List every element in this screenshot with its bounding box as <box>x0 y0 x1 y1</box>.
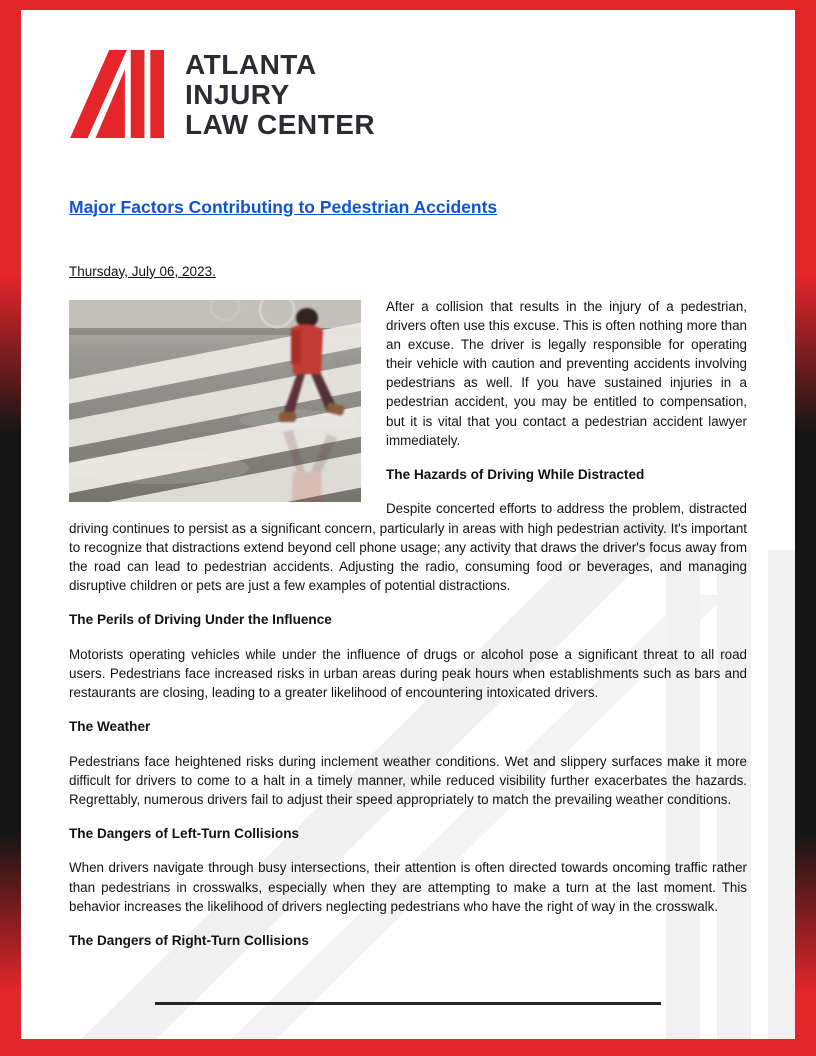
section-heading-left-turn: The Dangers of Left-Turn Collisions <box>69 825 300 841</box>
document-page <box>21 10 795 1039</box>
section-heading-distracted: The Hazards of Driving While Distracted <box>386 466 645 482</box>
section-paragraph-distracted: Despite concerted efforts to address the problem, distracted driving continues to persist as a significant concern, particularly in areas with high pedestrian activity. It's important to recognize that distractions extend beyond cell phone usage; any activity that draws the driver's focus away from the road can lead to pedestrian accidents. Adjusting the radio, consuming food or beverages, and managing disruptive children or pets are just a few examples of potential distractions. <box>69 501 747 594</box>
page-content <box>21 10 795 950</box>
logo-word-atlanta: ATLANTA <box>185 49 317 80</box>
section-heading-influence: The Perils of Driving Under the Influence <box>69 612 332 628</box>
footer-divider <box>155 1002 661 1005</box>
article-date: Thursday, July 06, 2023. <box>69 263 216 279</box>
law-firm-logo <box>69 48 747 141</box>
logo-wordmark <box>185 48 375 141</box>
section-paragraph-left-turn: When drivers navigate through busy intersections, their attention is often directed towards oncoming traffic rather than pedestrians in crosswalks, especially when they are attempting to make a turn at the last moment. This behavior increases the likelihood of drivers neglecting pedestrians who have the right of way in the crosswalk. <box>69 860 747 914</box>
section-paragraph-influence: Motorists operating vehicles while under the influence of drugs or alcohol pose a significant threat to all road users. Pedestrians face increased risks in urban areas during peak hours when establishments such as bars and restaurants are closing, leading to a greater likelihood of encountering intoxicated drivers. <box>69 646 747 700</box>
crosswalk-photo <box>69 300 361 502</box>
section-heading-right-turn: The Dangers of Right-Turn Collisions <box>69 932 309 948</box>
article-title <box>69 197 747 218</box>
logo-word-law-center: LAW CENTER <box>185 109 376 141</box>
intro-paragraph: After a collision that results in the injury of a pedestrian, drivers often use this excuse. This is often nothing more than an excuse. The driver is legally responsible for operating their vehicle with caution and preventing accidents involving pedestrians as well. If you have sustained injuries in a pedestrian accident, you may be entitled to compensation, but it is vital that you contact a pedestrian accident lawyer immediately. <box>386 298 747 448</box>
logo-word-injury: INJURY <box>185 79 290 111</box>
article-title-link[interactable]: Major Factors Contributing to Pedestrian Accidents <box>69 196 498 217</box>
logo-a-icon <box>69 48 169 140</box>
article-body <box>69 297 747 951</box>
section-paragraph-weather: Pedestrians face heightened risks during inclement weather conditions. Wet and slippery surfaces make it more difficult for drivers to come to a halt in a timely manner, while reduced visibility further exacerbates the hazards. Regrettably, numerous drivers fail to adjust their speed appropriately to match the prevailing weather conditions. <box>69 753 747 807</box>
section-heading-weather: The Weather <box>69 719 151 735</box>
